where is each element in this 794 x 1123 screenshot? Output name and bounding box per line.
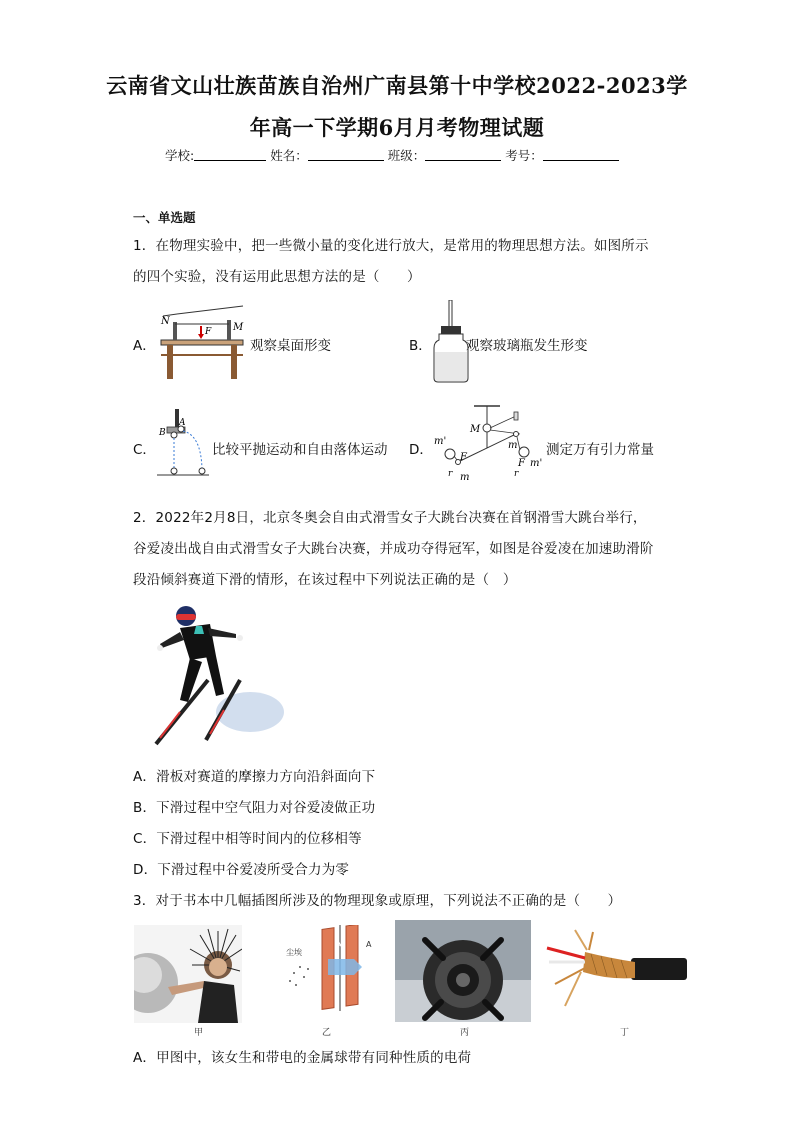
q1-stem-line1: 1．在物理实验中，把一些微小量的变化进行放大，是常用的物理思想方法。如图所示 [133, 238, 649, 254]
cavendish-torsion-balance-figure [430, 400, 545, 488]
q1-option-b-letter: B． [409, 338, 432, 354]
q2-option-d: D．下滑过程中谷爱凌所受合力为零 [133, 862, 350, 878]
fig-a-label-n: N [161, 316, 170, 327]
figure-caption-jia: 甲 [194, 1028, 204, 1038]
q2-option-b: B．下滑过程中空气阻力对谷爱凌做正功 [133, 800, 376, 816]
glass-bottle-figure [432, 300, 470, 384]
student-info-row [165, 146, 619, 164]
dust-label: 尘埃 [286, 948, 302, 957]
school-label: 学校: [165, 148, 195, 163]
exam-title-line2: 年高一下学期6月月考物理试题 [249, 115, 545, 140]
figure-caption-bing: 丙 [460, 1028, 470, 1038]
q1-option-c-text: 比较平抛运动和自由落体运动 [212, 442, 388, 458]
name-blank [308, 148, 384, 161]
fig-d-label-f-left: F [460, 452, 467, 463]
electrostatic-precipitator-figure [282, 925, 382, 1023]
fig-d-label-big-m: M [470, 424, 481, 435]
plate-label-right: A [366, 940, 372, 949]
static-electricity-hair-photo [134, 925, 242, 1023]
name-label: 姓名： [270, 148, 308, 163]
fig-d-label-mprime-right: m' [530, 458, 543, 469]
school-blank [194, 148, 266, 161]
q1-option-d-letter: D． [409, 442, 433, 458]
exam-number-label: 考号： [505, 148, 543, 163]
fig-c-label-a: A [179, 418, 186, 428]
q1-option-c-letter: C． [133, 442, 156, 458]
q2-option-a: A．滑板对赛道的摩擦力方向沿斜面向下 [133, 769, 376, 785]
q2-option-c: C．下滑过程中相等时间内的位移相等 [133, 831, 362, 847]
shielded-cable-photo [545, 928, 687, 1018]
q2-stem-line1: 2．2022年2月8日，北京冬奥会自由式滑雪女子大跳台决赛在首钢滑雪大跳台举行， [133, 510, 647, 526]
gas-stove-photo [395, 920, 531, 1022]
fig-d-label-m-right: m [508, 440, 518, 451]
plate-label-left: A [336, 940, 342, 949]
fig-a-label-f: F [205, 327, 212, 337]
q1-option-b-text: 观察玻璃瓶发生形变 [466, 338, 588, 354]
fig-d-label-f-right: F [518, 458, 525, 469]
q2-stem-line2: 谷爱凌出战自由式滑雪女子大跳台决赛，并成功夺得冠军，如图是谷爱凌在加速助滑阶 [133, 541, 654, 557]
fig-d-label-m-left: m [460, 472, 470, 483]
section-heading: 一、单选题 [133, 210, 196, 225]
fig-d-label-r-left: r [448, 469, 453, 479]
q2-stem-line3: 段沿倾斜赛道下滑的情形，在该过程中下列说法正确的是（ ） [133, 572, 517, 588]
desk-deformation-figure [155, 302, 250, 380]
exam-number-blank [543, 148, 619, 161]
figure-caption-ding: 丁 [620, 1028, 630, 1038]
skier-photo [150, 600, 285, 748]
q1-option-d-text: 测定万有引力常量 [546, 442, 654, 458]
q1-option-a-text: 观察桌面形变 [250, 338, 331, 354]
fig-a-label-m: M [233, 322, 244, 333]
q3-stem-line1: 3．对于书本中几幅插图所涉及的物理现象或原理，下列说法不正确的是（ ） [133, 893, 622, 909]
projectile-motion-figure [155, 405, 211, 477]
figure-caption-yi: 乙 [322, 1028, 332, 1038]
class-blank [425, 148, 501, 161]
fig-c-label-b: B [159, 428, 166, 438]
fig-d-label-mprime-left: m' [434, 436, 447, 447]
exam-title-line1: 云南省文山壮族苗族自治州广南县第十中学校2022-2023学 [106, 73, 688, 98]
class-label: 班级： [387, 148, 426, 163]
q3-option-a: A．甲图中，该女生和带电的金属球带有同种性质的电荷 [133, 1050, 472, 1066]
q1-option-a-letter: A． [133, 338, 156, 354]
q1-stem-line2: 的四个实验，没有运用此思想方法的是（ ） [133, 269, 421, 285]
fig-d-label-r-right: r [514, 469, 519, 479]
